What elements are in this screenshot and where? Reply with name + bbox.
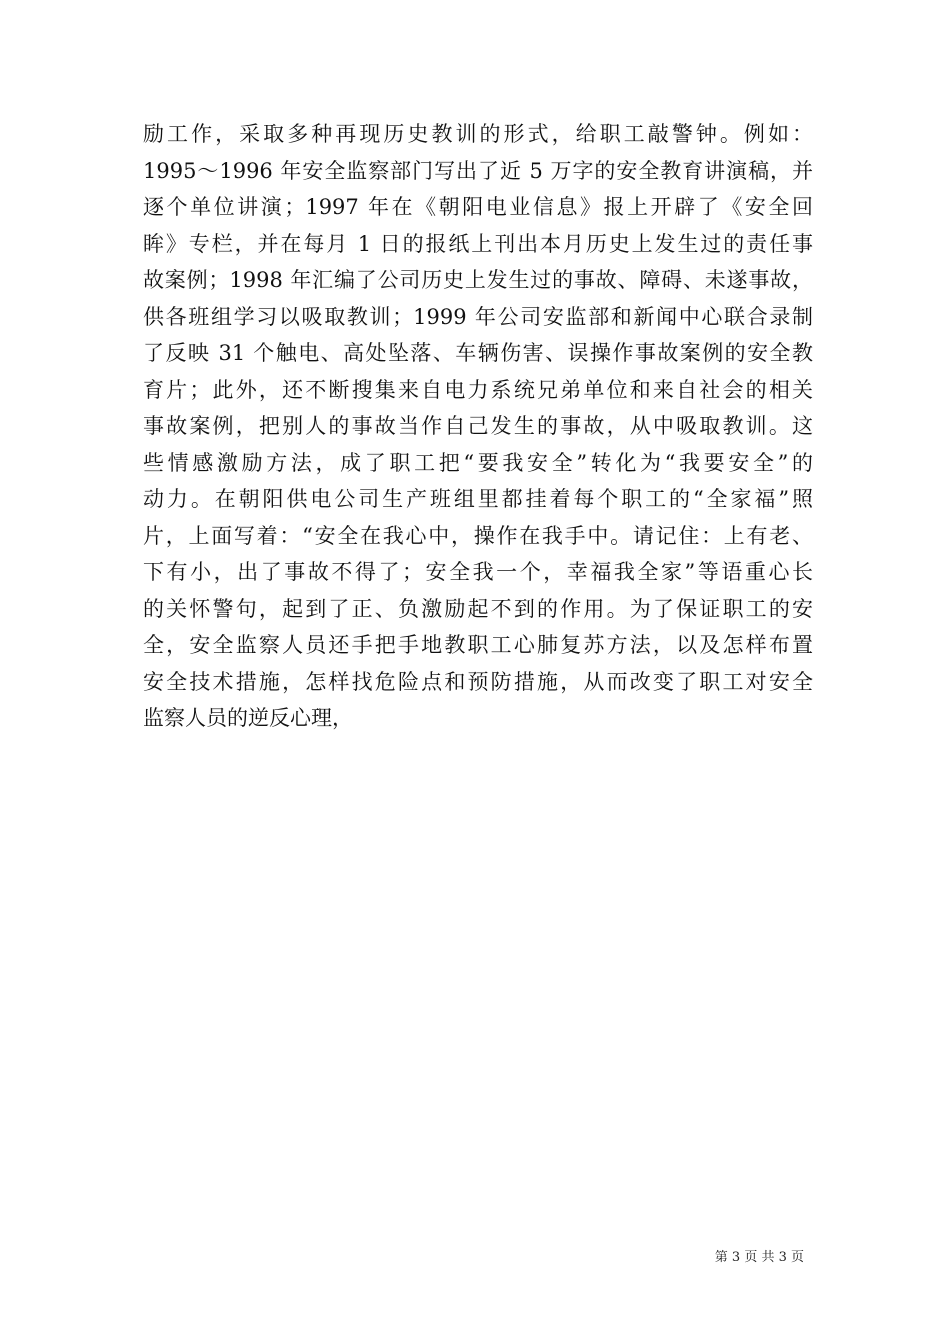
- text-line: 1995～1996 年安全监察部门写出了近 5 万字的安全教育讲演稿，并: [143, 158, 813, 183]
- text-line: 安全技术措施，怎样找危险点和预防措施，从而改变了职工对安全: [143, 669, 813, 694]
- text-line: 育片；此外，还不断搜集来自电力系统兄弟单位和来自社会的相关: [143, 377, 813, 402]
- text-line: 故案例；1998 年汇编了公司历史上发生过的事故、障碍、未遂事故，: [143, 268, 813, 292]
- text-line: 些情感激励方法，成了职工把“要我安全”转化为“我要安全”的: [143, 450, 813, 475]
- text-line: 眸》专栏，并在每月 1 日的报纸上刊出本月历史上发生过的责任事: [143, 231, 813, 256]
- text-line: 片，上面写着：“安全在我心中，操作在我手中。请记住：上有老、: [143, 523, 813, 548]
- text-line: 的关怀警句，起到了正、负激励起不到的作用。为了保证职工的安: [143, 596, 813, 621]
- text-line: 了反映 31 个触电、高处坠落、车辆伤害、误操作事故案例的安全教: [143, 341, 813, 365]
- text-line: 事故案例，把别人的事故当作自己发生的事故，从中吸取教训。这: [143, 414, 813, 438]
- text-line: 供各班组学习以吸取教训；1999 年公司安监部和新闻中心联合录制: [143, 304, 813, 329]
- text-line: 动力。在朝阳供电公司生产班组里都挂着每个职工的“全家福”照: [143, 487, 813, 511]
- body-paragraph: [143, 116, 813, 737]
- text-line: 下有小，出了事故不得了；安全我一个，幸福我全家”等语重心长: [143, 560, 813, 584]
- text-line: 监察人员的逆反心理，: [143, 706, 353, 730]
- page-number: 第 3 页 共 3 页: [714, 1250, 804, 1265]
- text-line: 逐个单位讲演；1997 年在《朝阳电业信息》报上开辟了《安全回: [143, 195, 813, 219]
- text-line: 全，安全监察人员还手把手地教职工心肺复苏方法，以及怎样布置: [143, 633, 813, 657]
- text-line: 励工作，采取多种再现历史教训的形式，给职工敲警钟。例如：: [143, 122, 813, 146]
